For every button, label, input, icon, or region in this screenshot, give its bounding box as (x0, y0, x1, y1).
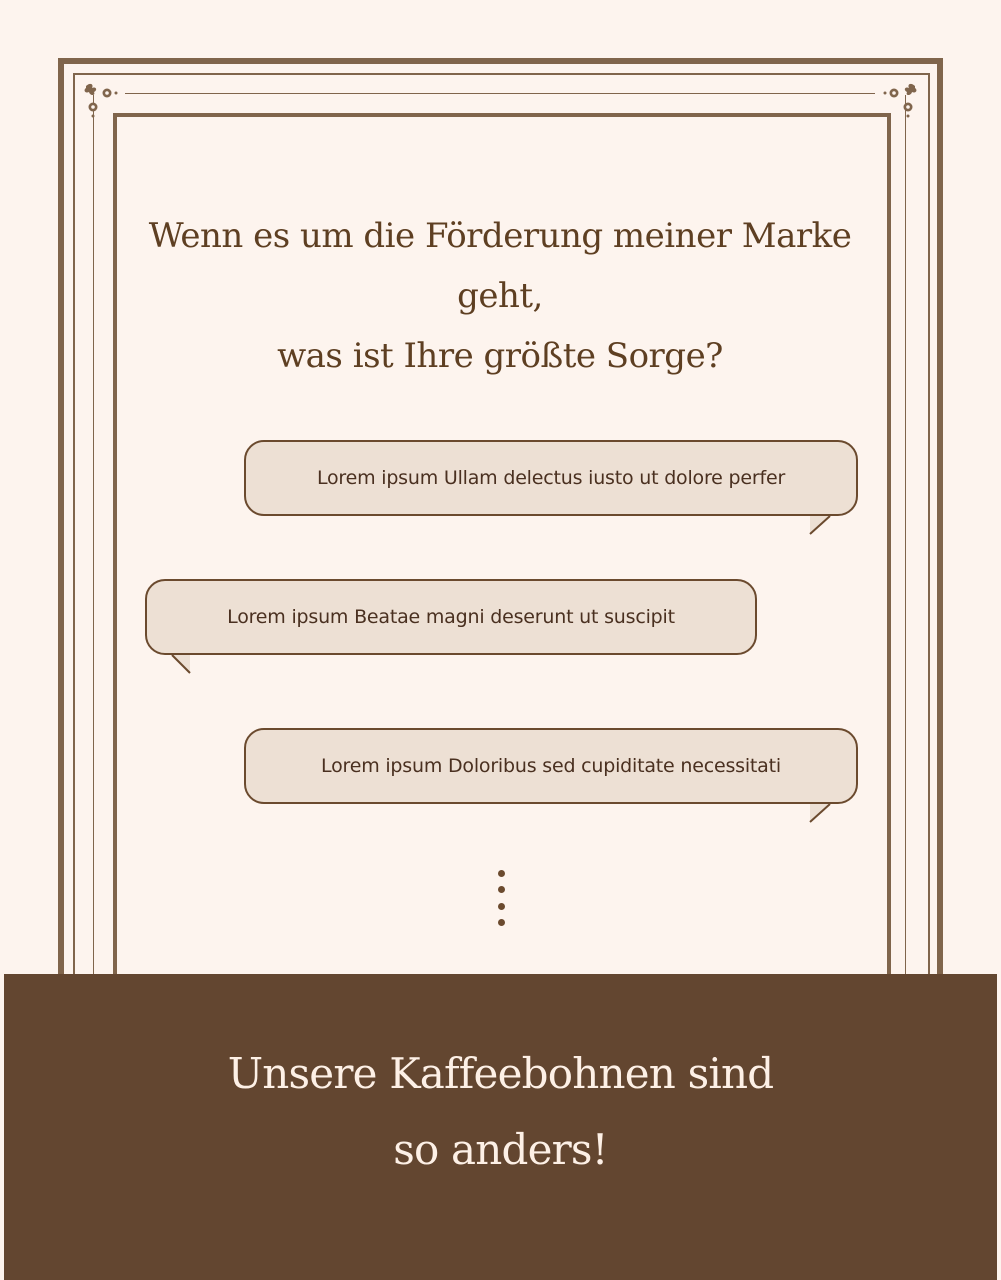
answer-text: Lorem ipsum Doloribus sed cupiditate necessitati (321, 755, 781, 777)
answer-bubble-2 (145, 579, 757, 655)
dot (498, 903, 505, 910)
dot (498, 919, 505, 926)
answer-text: Lorem ipsum Ullam delectus iusto ut dolore perfer (316, 467, 786, 489)
answer-bubble-3 (244, 728, 858, 804)
speech-tail-icon (808, 802, 838, 824)
footer-title (4, 1036, 997, 1188)
question-heading (120, 206, 880, 386)
answer-text: Lorem ipsum Beatae magni deserunt ut suscipit (227, 606, 675, 628)
speech-tail-icon (170, 653, 200, 675)
frame-inner-left-line (93, 95, 94, 995)
speech-tail-icon (808, 514, 838, 536)
question-line-1: Wenn es um die Förderung meiner Marke geht, (148, 216, 852, 316)
dot (498, 870, 505, 877)
footer-line-2: so anders! (393, 1125, 608, 1174)
footer-banner (4, 974, 997, 1280)
floral-corner-icon (877, 80, 921, 120)
vertical-dots-icon (495, 870, 507, 926)
answer-bubble-1 (244, 440, 858, 516)
frame-inner-right-line (905, 95, 906, 995)
question-line-2: was ist Ihre größte Sorge? (277, 336, 723, 376)
dot (498, 886, 505, 893)
footer-line-1: Unsere Kaffeebohnen sind (227, 1049, 774, 1098)
frame-top-line (125, 93, 875, 94)
floral-corner-icon (80, 80, 124, 120)
